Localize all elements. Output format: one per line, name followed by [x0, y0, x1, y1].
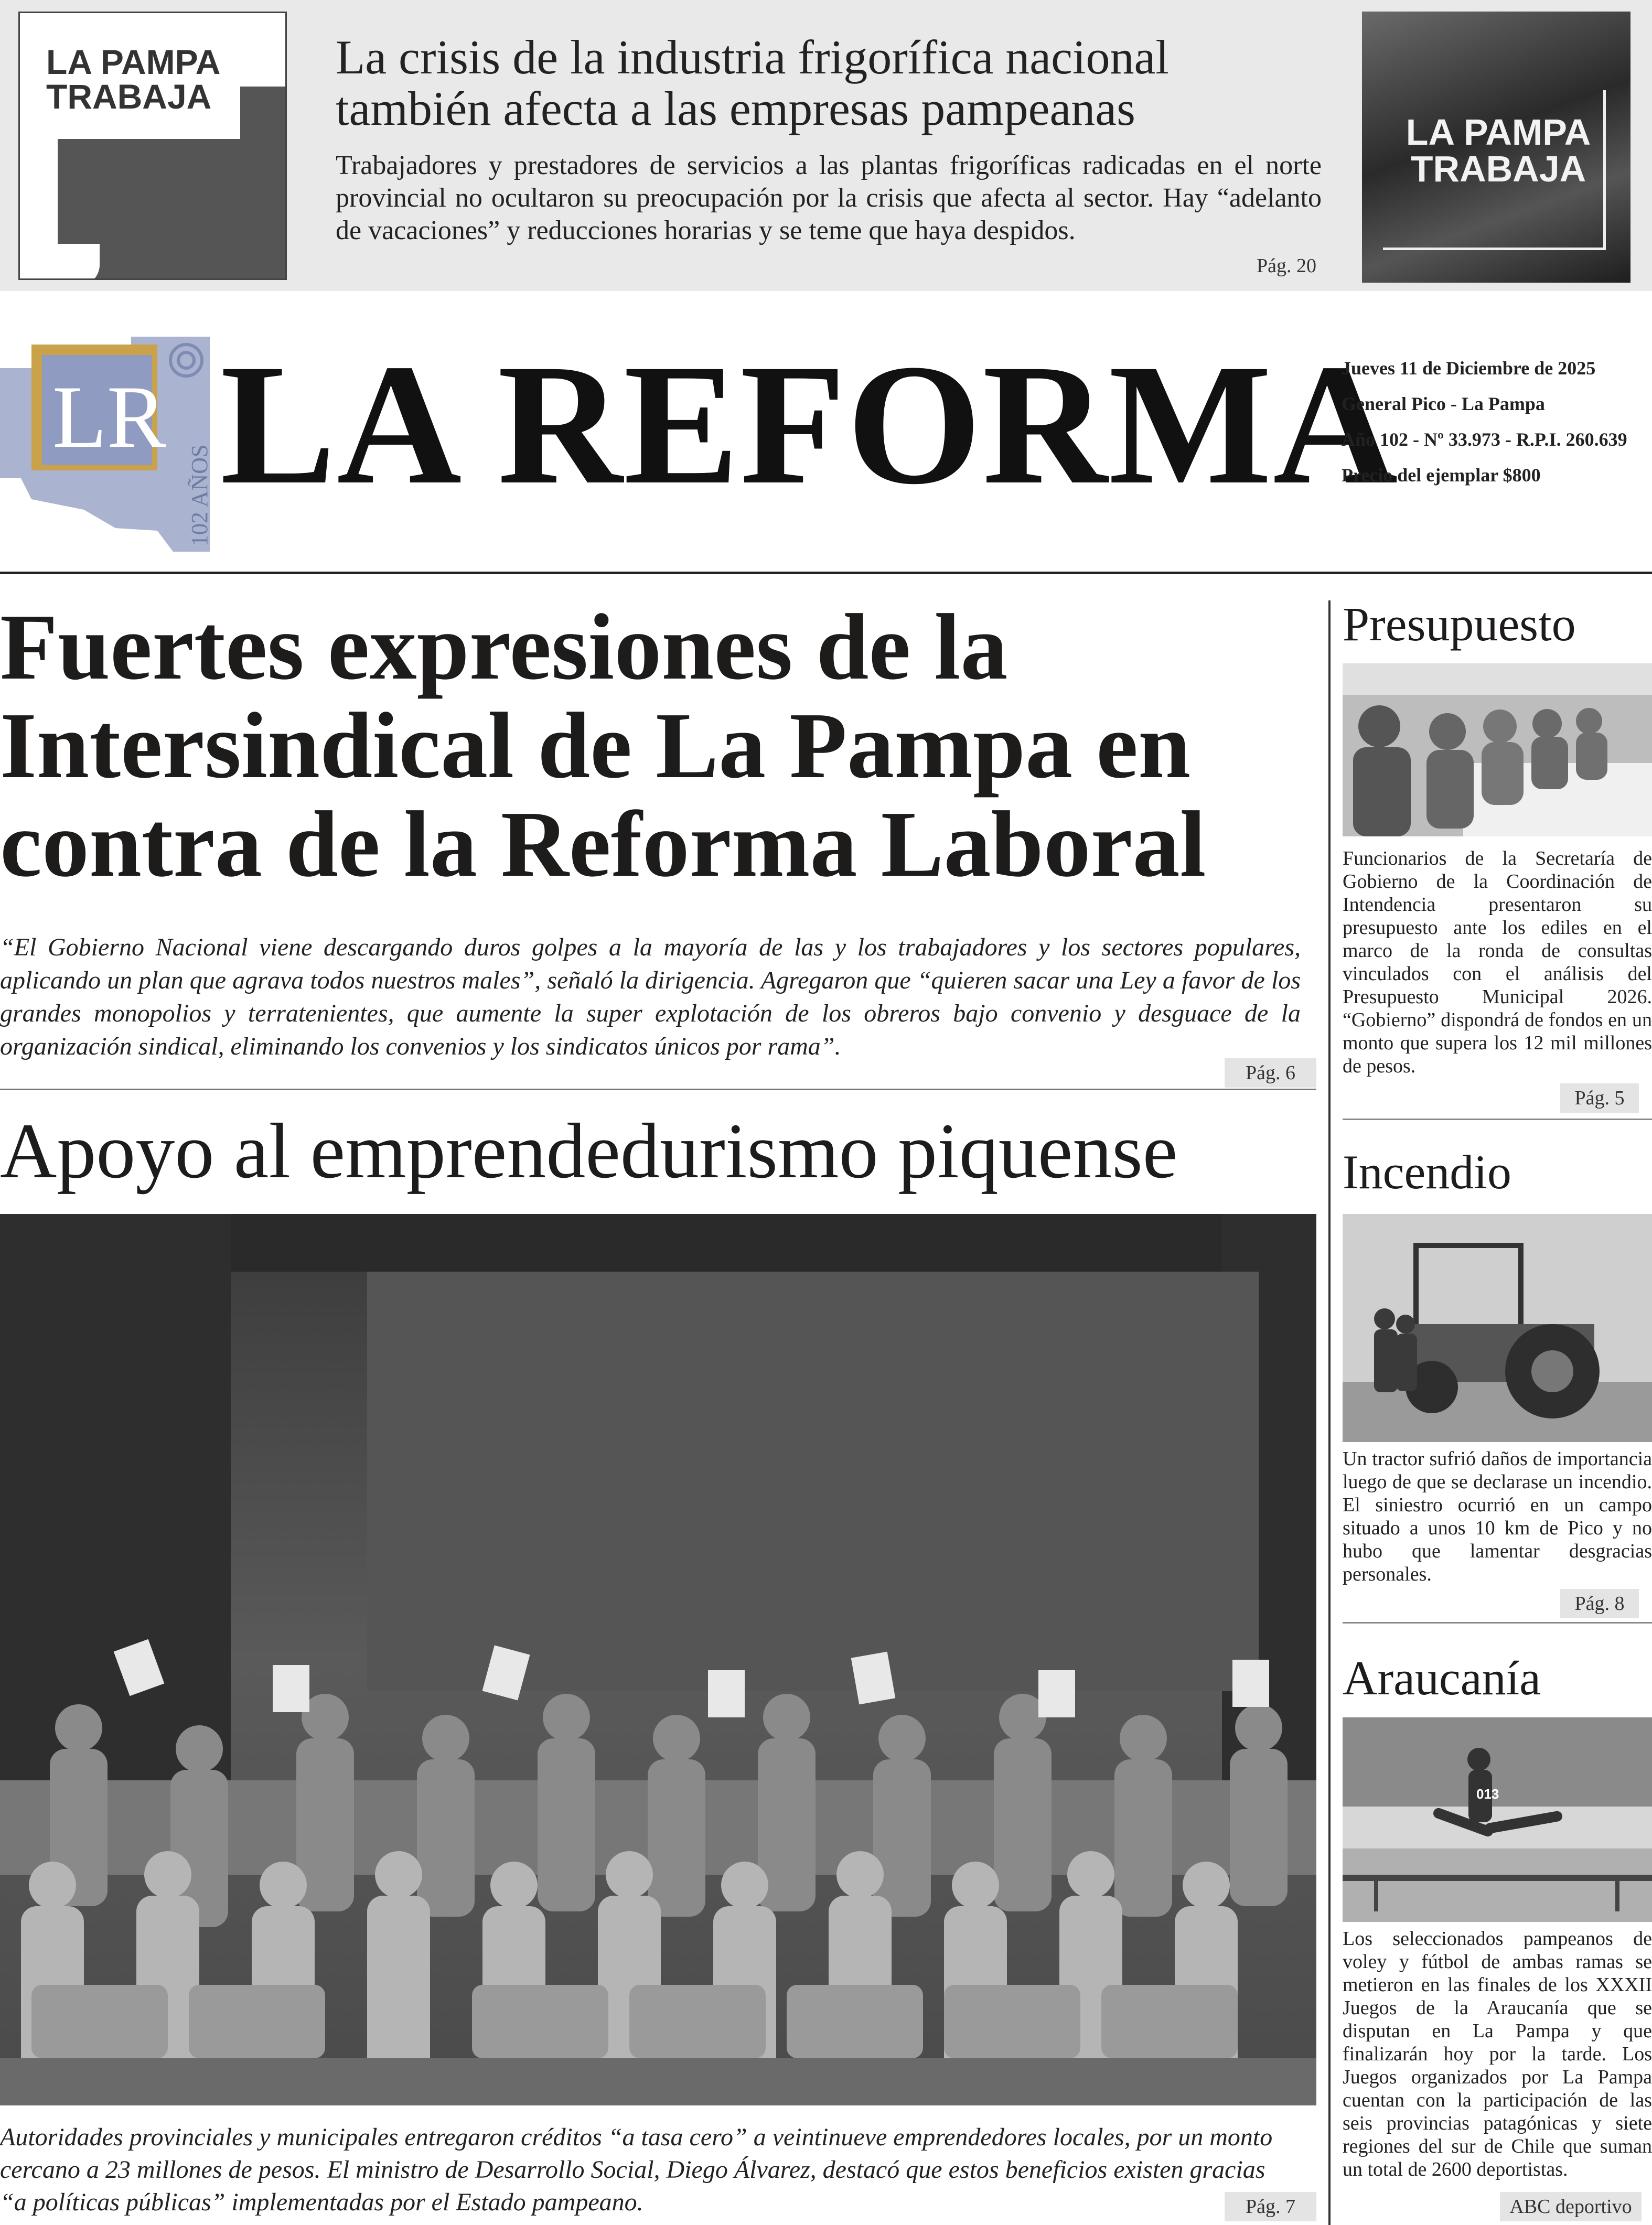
newspaper-title[interactable]: LA REFORMA	[220, 329, 1399, 520]
second-page-ref: Pág. 7	[1225, 2192, 1316, 2221]
column-divider	[1328, 600, 1331, 2225]
entrepreneurs-group-photo	[0, 1214, 1316, 2105]
sidebar-title-araucania[interactable]: Araucanía	[1343, 1651, 1541, 1705]
banner-photo	[1362, 12, 1630, 283]
hurdler-photo	[1343, 1717, 1652, 1922]
banner-page-ref: Pág. 20	[1257, 255, 1316, 277]
sidebar-title-incendio[interactable]: Incendio	[1343, 1145, 1511, 1199]
edition-info	[1342, 350, 1635, 493]
la-pampa-trabaja-logo	[18, 12, 287, 280]
sidebar-text-presupuesto: Funcionarios de la Secretaría de Gobierno de la Coordinación de Intendencia presentaron su presupuesto ante los ediles en el marco de la ronda de consultas vinculados con el análisis del Presupuesto Municipal 2026. “Gobierno” dispondrá de fondos en un monto que supera los 12 mil millones de pesos.	[1343, 847, 1652, 1077]
la-reforma-logo-icon	[0, 321, 215, 557]
edition-place: General Pico - La Pampa	[1342, 393, 1545, 414]
sidebar-page-ref-presupuesto: Pág. 5	[1560, 1083, 1639, 1113]
banner-summary: Trabajadores y prestadores de servicios a las plantas frigoríficas radicadas en el norte provincial no ocultaron su preocupación por la crisis que afecta al sector. Hay “adelanto de vacaciones” y reducciones horarias y se teme que haya despidos.	[336, 151, 1322, 245]
masthead-divider	[0, 572, 1652, 574]
logo-initials: LR	[52, 368, 167, 466]
edition-issue: Año 102 - Nº 33.973 - R.P.I. 260.639	[1342, 429, 1627, 450]
second-headline[interactable]: Apoyo al emprendedurismo piquense	[0, 1108, 1178, 1195]
lead-page-ref: Pág. 6	[1225, 1058, 1316, 1088]
logo-line-2: TRABAJA	[46, 77, 212, 116]
logo-years: 102 AÑOS	[187, 444, 212, 546]
athlete-bib: 013	[1476, 1786, 1499, 1802]
sidebar-text-incendio: Un tractor sufrió daños de importancia luego de que se declarase un incendio. El siniestro ocurrió en un campo situado a unos 10 km de Pico y no hubo que lamentar desgracias personales.	[1343, 1448, 1652, 1585]
sidebar-page-ref-incendio: Pág. 8	[1560, 1589, 1639, 1618]
sidebar-title-presupuesto[interactable]: Presupuesto	[1343, 597, 1576, 651]
lead-summary: “El Gobierno Nacional viene descargando duros golpes a la mayoría de las y los trabajadores y los sectores populares, aplicando un plan que agrava todos nuestros males”, señaló la dirigencia. Agregaron que “quieren sacar una Ley a favor de los grandes monopolios y terratenientes, que aumente la super explotación de los obreros bajo convenio y desguace de la organización sindical, eliminando los convenios y los sindicatos únicos por rama”.	[0, 933, 1301, 1060]
photo-line-1: LA PAMPA	[1406, 112, 1591, 153]
logo-line-1: LA PAMPA	[46, 42, 221, 81]
photo-caption: Autoridades provinciales y municipales entregaron créditos “a tasa cero” a veintinueve emprendedores locales, por un monto cercano a 23 millones de pesos. El ministro de Desarrollo Social, Diego Álvarez, destacó que estos beneficios existen gracias “a políticas públicas” implementadas por el Estado pampeano.	[0, 2123, 1273, 2216]
banner-headline[interactable]: La crisis de la industria frigorífica nacional también afecta a las empresas pampeanas	[336, 30, 1169, 135]
sidebar-divider	[1343, 1622, 1652, 1624]
sidebar-text-araucania: Los seleccionados pampeanos de voley y fútbol de ambas ramas se metieron en las finales de los XXXII Juegos de la Araucanía que se disputan en La Pampa y que finalizarán hoy por la tarde. Los Juegos organizados por La Pampa cuentan con la participación de las seis provincias patagónicas y siete regiones del sur de Chile que suman un total de 2600 deportistas.	[1343, 1928, 1652, 2180]
lead-headline[interactable]: Fuertes expresiones de la Intersindical de La Pampa en contra de la Reforma Laboral	[0, 595, 1206, 896]
photo-line-2: TRABAJA	[1410, 148, 1586, 189]
budget-meeting-photo	[1343, 663, 1652, 836]
sidebar-section-ref-abc: ABC deportivo	[1500, 2192, 1642, 2221]
edition-date: Jueves 11 de Diciembre de 2025	[1342, 358, 1596, 379]
sidebar-divider	[1343, 1119, 1652, 1120]
burnt-tractor-photo	[1343, 1214, 1652, 1442]
story-divider	[0, 1089, 1316, 1090]
edition-price: Precio del ejemplar $800	[1342, 465, 1541, 486]
